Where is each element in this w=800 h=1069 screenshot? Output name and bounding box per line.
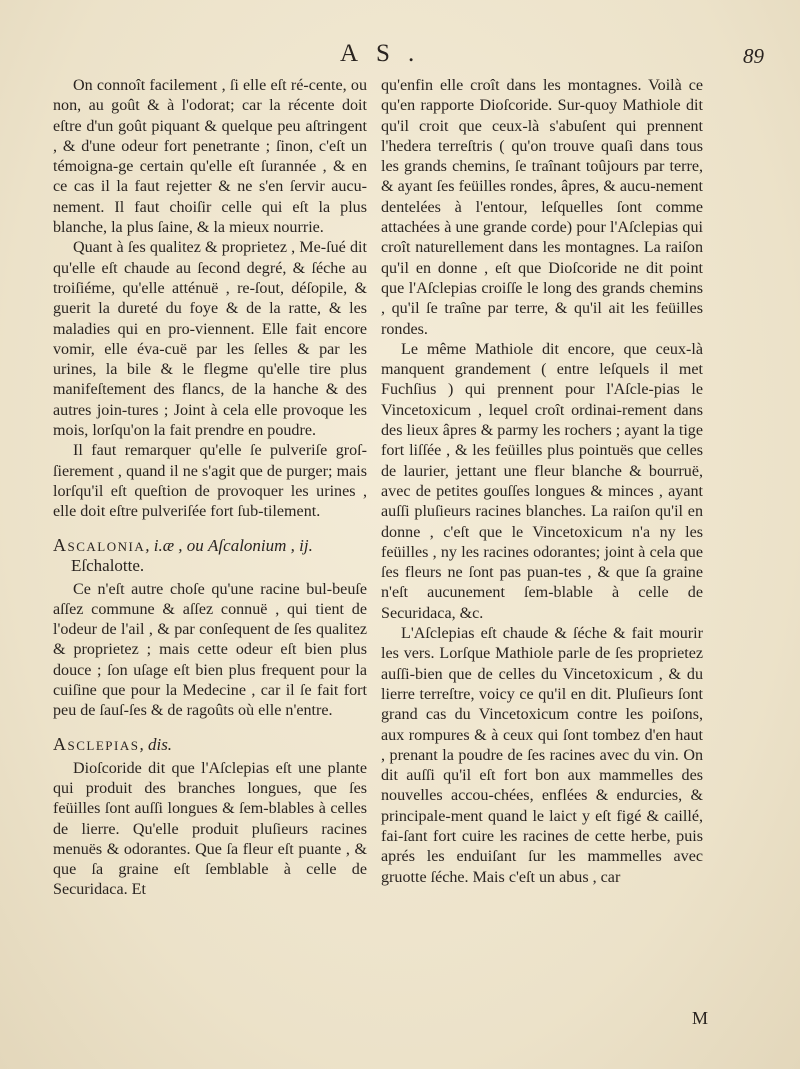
entry-heading-asclepias (53, 734, 367, 755)
paragraph: On connoît facilement , ſi elle eſt ré-cente, ou non, au goût & à l'odorat; car la récente doit eſtre d'un goût piquant & quelque peu aſtringent , & d'une odeur fort penetrante ; ſinon, c'eſt un témoigna-ge certain qu'elle eſt ſurannée , & en ce cas il la faut rejetter & ne s'en ſervir aucu-nement. Il faut choiſir celle qui eſt la plus blanche, la plus ſaine, & la mieux nourrie. (53, 77, 367, 237)
entry-name: Asclepias (53, 733, 140, 754)
entry-latin-ending: , dis. (139, 734, 173, 754)
paragraph: Ce n'eſt autre choſe qu'une racine bul-beuſe aſſez commune & aſſez connuë , qui tient de l'odeur de l'ail , & par conſequent de ſes qualitez & proprietez ; mais cette odeur eſt bien plus douce ; ſon uſage eſt bien plus frequent pour la cuiſine que pour la Medecine , car il ſe fait fort peu de ſauſ-ſes & de ragoûts où elle n'entre. (53, 580, 367, 720)
entry-latin-ending: , i.æ , ou (145, 535, 204, 555)
paragraph: Dioſcoride dit que l'Aſclepias eſt une plante qui produit des branches longues, que ſes feüilles ſont auſſi longues & ſem-blables à celles de lierre. Qu'elle produit pluſieurs racines menuës & odorantes. Que ſa fleur eſt puante , & que ſa graine eſt ſemblable à celle de Securidaca. Et (53, 759, 367, 899)
running-head: AS. (340, 40, 433, 67)
paragraph: Il faut remarquer qu'elle ſe pulveriſe groſ-ſierement , quand il ne s'agit que de purger; mais lorſqu'il eſt queſtion de provoquer les urines , elle doit eſtre pulveriſée fort ſub-tilement. (53, 442, 367, 521)
paragraph: L'Aſclepias eſt chaude & ſéche & fait mourir les vers. Lorſque Mathiole parle de ſes proprietez auſſi-bien que de celles du Vincetoxicum , & du lierre terreſtre, voicy ce qu'il en dit. Pluſieurs ſont grand cas du Vincetoxicum contre les poiſons, aux rompures & à ceux qui ſont tombez d'en haut , prenant la poudre de ſes racines avec du vin. On dit auſſi qu'il eſt fort bon aux mammelles des nouvelles accou-chées, enflées & endurcies, & principale-ment quand le laict y eſt figé & caillé, fai-ſant fort cuire les racines de cette herbe, puis aprés les enduiſant ſur les mammelles avec gruotte ſéche. Mais c'eſt un abus , car (381, 625, 703, 886)
entry-heading-ascalonia (53, 535, 367, 576)
right-column (381, 76, 703, 888)
entry-french-name: Eſchalotte. (71, 555, 145, 575)
paragraph: Quant à ſes qualitez & proprietez , Me-ſué dit qu'elle eſt chaude au ſecond degré, & ſéche au troiſiéme, qu'elle atténuë , re-ſout, déſopile, & guerit la dureté du foye & de la ratte, & les maladies qui en pro-viennent. Elle fait encore vomir, elle éva-cuë par les ſelles & par les urines, la bile & le flegme qu'elle tire plus manifeſtement des flancs, de la hanche & des autres join-tures ; Joint à cela elle provoque les mois, lorſqu'on la fait prendre en poudre. (53, 239, 367, 440)
left-column (53, 76, 367, 901)
paragraph: qu'enfin elle croît dans les montagnes. Voilà ce qu'en rapporte Dioſcoride. Sur-quoy Mathiole dit qu'il croit que ceux-là s'abuſent qui prennent l'hedera terreſtris ( qu'on trouve quaſi dans tous les grands chemins, ſe traînant toûjours par terre, & ayant ſes feüilles rondes, âpres, & aucu-nement dentelées à l'entour, leſquelles ſont comme attachées à une grande corde) pour l'Aſclepias qui croît naturellement dans les montagnes. La raiſon qu'il en donne , eſt que Dioſcoride ne dit point que l'Aſclepias croiſſe le long des grands chemins , qu'il ſe traîne par terre, & qu'il ait les feüilles rondes. (381, 77, 703, 338)
entry-alt-name: Aſcalonium , ij. (208, 535, 313, 555)
page-header (0, 40, 800, 74)
paragraph: Le même Mathiole dit encore, que ceux-là manquent grandement ( entre leſquels il met Fuchſius ) qui prennent pour l'Aſcle-pias le Vincetoxicum , lequel croît ordinai-rement dans des lieux âpres & parmy les rochers ; ayant la tige fort liſſée , & les feüilles plus pointuës que celles de laurier, jettant une fleur blanche & bourruë, avec de petites gouſſes longues & minces , ayant auſſi pluſieurs racines blanches. La raiſon qu'il en donne , c'eſt que le Vincetoxicum n'a ny les feüilles , ny les racines odorantes; joint à cela que ſes fleurs ne ſont pas puan-tes , & que ſa graine n'eſt aucunement ſem-blable à celle de Securidaca, &c. (381, 340, 703, 622)
catchword: M (691, 1008, 708, 1028)
entry-name: Ascalonia (53, 534, 146, 555)
page-number: 89 (743, 44, 764, 68)
